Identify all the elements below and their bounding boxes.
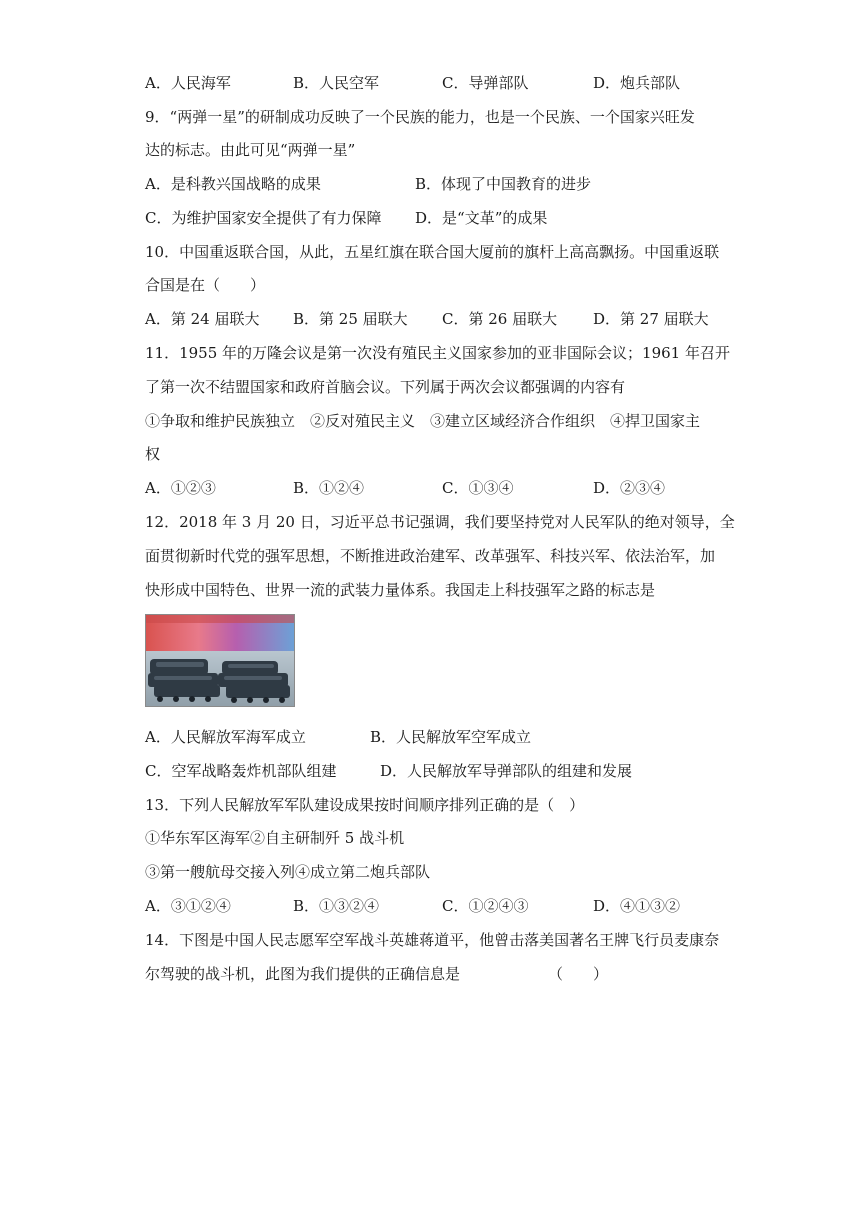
q10-option-c: C．第 26 届联大 bbox=[442, 310, 558, 328]
military-parade-photo bbox=[145, 614, 295, 707]
q12-stem-line1: 12．2018 年 3 月 20 日，习近平总书记强调，我们要坚持党对人民军队的绝对领导，全 bbox=[145, 513, 735, 531]
q12-stem-line2: 面贯彻新时代党的强军思想，不断推进政治建军、改革强军、科技兴军、依法治军，加 bbox=[145, 547, 716, 565]
q9-stem-line2: 达的标志。由此可见“两弹一星” bbox=[145, 141, 356, 159]
q12-stem-line3: 快形成中国特色、世界一流的武装力量体系。我国走上科技强军之路的标志是 bbox=[145, 581, 656, 599]
q11-items-line2: 权 bbox=[145, 445, 161, 463]
q12-option-c: C．空军战略轰炸机部队组建 bbox=[145, 762, 337, 780]
q10-stem-line2: 合国是在（ ） bbox=[145, 276, 266, 294]
q11-stem-line1: 11．1955 年的万隆会议是第一次没有殖民主义国家参加的亚非国际会议；1961 年召开 bbox=[145, 344, 730, 362]
q13-stem: 13．下列人民解放军军队建设成果按时间顺序排列正确的是（ ） bbox=[145, 796, 585, 814]
q11-option-c: C．①③④ bbox=[442, 479, 514, 497]
q9-stem-line1: 9．“两弹一星”的研制成功反映了一个民族的能力，也是一个民族、一个国家兴旺发 bbox=[145, 108, 695, 126]
q9-option-a: A．是科教兴国战略的成果 bbox=[145, 175, 321, 193]
q8-option-b: B．人民空军 bbox=[293, 74, 380, 92]
q10-option-d: D．第 27 届联大 bbox=[593, 310, 709, 328]
q10-option-a: A．第 24 届联大 bbox=[145, 310, 260, 328]
q11-option-b: B．①②④ bbox=[293, 479, 365, 497]
q12-option-d: D．人民解放军导弹部队的组建和发展 bbox=[380, 762, 633, 780]
q9-option-c: C．为维护国家安全提供了有力保障 bbox=[145, 209, 382, 227]
q8-option-a: A．人民海军 bbox=[145, 74, 231, 92]
q14-answer-paren: （ ） bbox=[548, 965, 609, 983]
q12-option-a: A．人民解放军海军成立 bbox=[145, 728, 306, 746]
q9-option-d: D．是“文革”的成果 bbox=[415, 209, 548, 227]
q13-option-d: D．④①③② bbox=[593, 897, 681, 915]
q13-option-a: A．③①②④ bbox=[145, 897, 231, 915]
q11-items-line1: ①争取和维护民族独立 ②反对殖民主义 ③建立区域经济合作组织 ④捍卫国家主 bbox=[145, 412, 701, 430]
q13-items-line1: ①华东军区海军②自主研制歼 5 战斗机 bbox=[145, 829, 405, 847]
q14-stem-line1: 14．下图是中国人民志愿军空军战斗英雄蒋道平，他曾击落美国著名王牌飞行员麦康奈 bbox=[145, 931, 720, 949]
q11-stem-line2: 了第一次不结盟国家和政府首脑会议。下列属于两次会议都强调的内容有 bbox=[145, 378, 626, 396]
q13-option-b: B．①③②④ bbox=[293, 897, 380, 915]
q11-option-a: A．①②③ bbox=[145, 479, 216, 497]
q14-stem-line2: 尔驾驶的战斗机，此图为我们提供的正确信息是 bbox=[145, 965, 461, 983]
q13-option-c: C．①②④③ bbox=[442, 897, 529, 915]
q9-option-b: B．体现了中国教育的进步 bbox=[415, 175, 592, 193]
q10-option-b: B．第 25 届联大 bbox=[293, 310, 408, 328]
q10-stem-line1: 10．中国重返联合国，从此，五星红旗在联合国大厦前的旗杆上高高飘扬。中国重返联 bbox=[145, 243, 720, 261]
q13-items-line2: ③第一艘航母交接入列④成立第二炮兵部队 bbox=[145, 863, 431, 881]
q8-option-c: C．导弹部队 bbox=[442, 74, 529, 92]
q12-option-b: B．人民解放军空军成立 bbox=[370, 728, 532, 746]
q11-option-d: D．②③④ bbox=[593, 479, 666, 497]
q8-option-d: D．炮兵部队 bbox=[593, 74, 681, 92]
